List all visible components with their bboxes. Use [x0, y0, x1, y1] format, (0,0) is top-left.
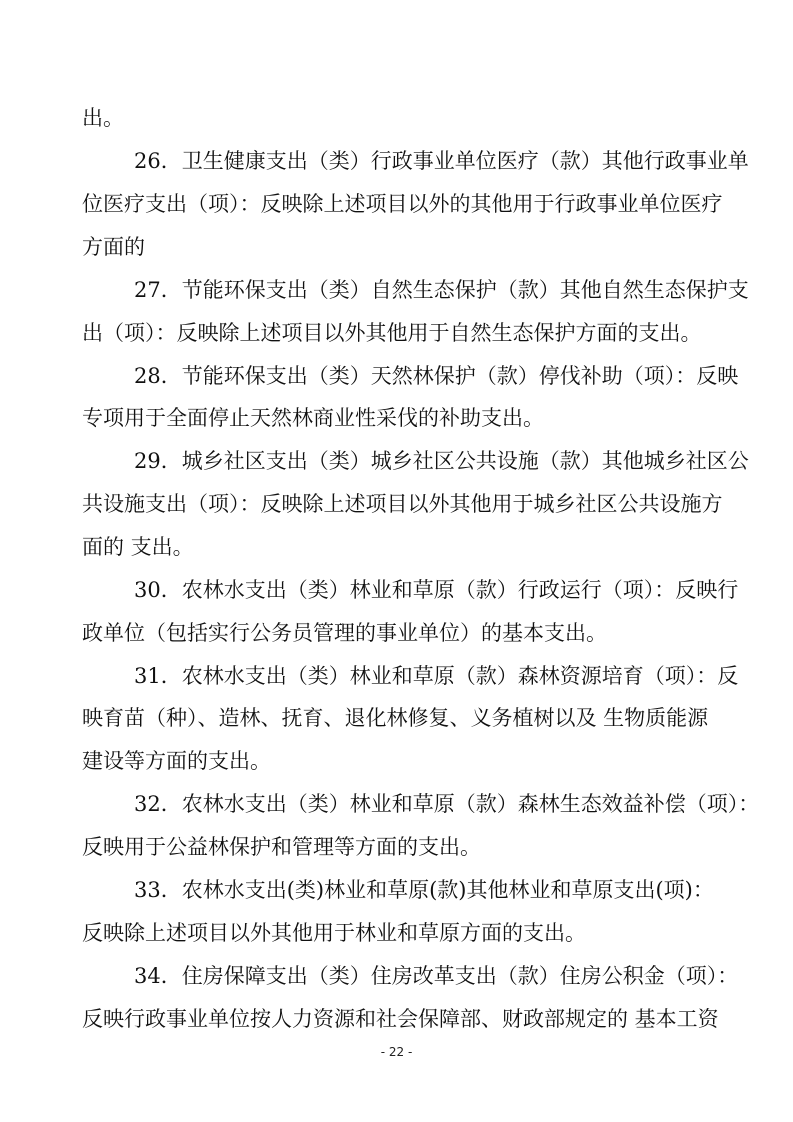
text-line: 反映行政事业单位按人力资源和社会保障部、财政部规定的 基本工资 — [82, 1007, 719, 1031]
text-line: 30．农林水支出（类）林业和草原（款）行政运行（项）：反映行 — [134, 578, 739, 602]
text-line: 位医疗支出（项）：反映除上述项目以外的其他用于行政事业单位医疗 — [82, 192, 723, 216]
text-line: 出。 — [82, 106, 124, 130]
text-line: 反映用于公益林保护和管理等方面的支出。 — [82, 835, 481, 859]
text-line: 34．住房保障支出（类）住房改革支出（款）住房公积金（项）： — [134, 964, 739, 988]
text-line: 出（项）：反映除上述项目以外其他用于自然生态保护方面的支出。 — [82, 321, 702, 345]
text-line: 反映除上述项目以外其他用于林业和草原方面的支出。 — [82, 921, 586, 945]
text-line: 27．节能环保支出（类）自然生态保护（款）其他自然生态保护支 — [134, 278, 749, 302]
text-line: 专项用于全面停止天然林商业性采伐的补助支出。 — [82, 406, 544, 430]
text-line: 33．农林水支出(类)林业和草原(款)其他林业和草原支出(项)： — [134, 878, 714, 902]
text-line: 32．农林水支出（类）林业和草原（款）森林生态效益补偿（项）： — [134, 792, 760, 816]
text-line: 方面的 — [82, 235, 145, 259]
text-line: 建设等方面的支出。 — [82, 749, 271, 773]
text-line: 政单位（包括实行公务员管理的事业单位）的基本支出。 — [82, 621, 607, 645]
page-number: - 22 - — [380, 1045, 413, 1059]
text-line: 映育苗（种）、造林、抚育、退化林修复、义务植树以及 生物质能源 — [82, 706, 709, 730]
text-line: 31．农林水支出（类）林业和草原（款）森林资源培育（项）：反 — [134, 664, 739, 688]
text-line: 26．卫生健康支出（类）行政事业单位医疗（款）其他行政事业单 — [134, 149, 749, 173]
text-line: 面的 支出。 — [82, 535, 194, 559]
text-line: 28．节能环保支出（类）天然林保护（款）停伐补助（项）：反映 — [134, 364, 739, 388]
text-line: 共设施支出（项）：反映除上述项目以外其他用于城乡社区公共设施方 — [82, 492, 723, 516]
text-line: 29．城乡社区支出（类）城乡社区公共设施（款）其他城乡社区公 — [134, 449, 749, 473]
